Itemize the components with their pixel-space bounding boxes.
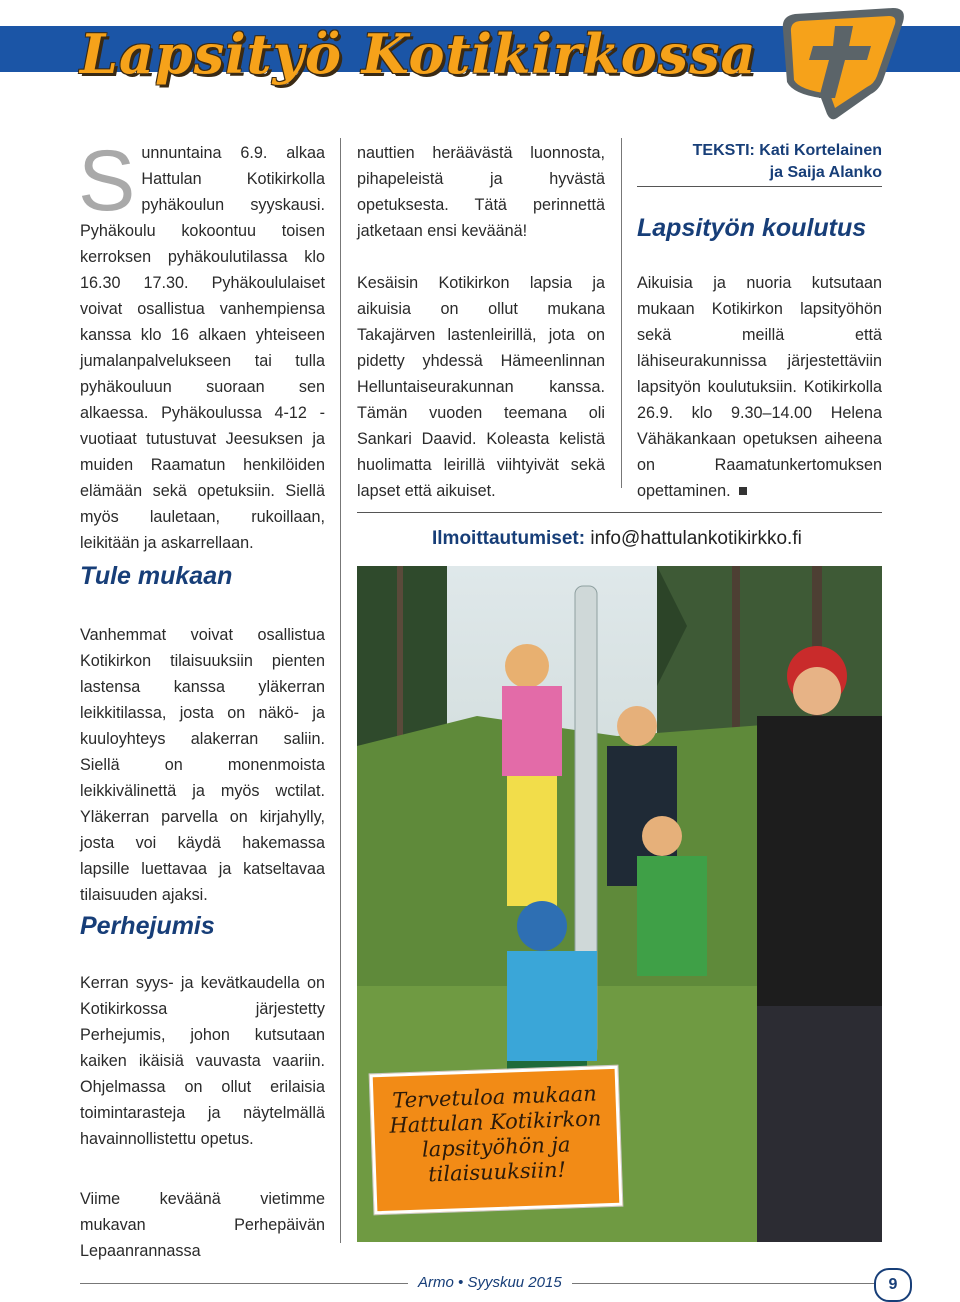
intro-paragraph: unnuntaina 6.9. alkaa Hattulan Kotikirkolla pyhäkoulun syyskausi. Pyhäkoulu kokoontuu toisen kerroksen pyhäkoulutilassa klo 16.30 17.30. Pyhäkoululaiset voivat osallistua vanhempiensa kanssa klo 16 alkaen yhteiseen jumalanpalvelukseen tai tulla pyhäkouluun suoraan sen alkaessa. Pyhäkoulussa 4-12 -vuotiaat tutustuvat Jeesuksen ja muiden Raamatun henkilöiden elämään sekä opetuksiin. Siellä myös lauletaan, rukoillaan, leikitään ja askarrellaan. [80, 144, 325, 552]
drop-cap: S [78, 133, 136, 229]
end-of-article-mark [739, 487, 747, 495]
tule-paragraph: Vanhemmat voivat osallistua Kotikirkon tilaisuuksiin pienten lastensa kanssa yläkerran leikkitilassa, josta on näkö- ja kuuloyhteys alakerran saliin. Siellä on monenmoista leikkivälinettä ja myös wctilat. Yläkerran parvella on kirjahylly, josta voi käydä hakemassa lapsille luettavaa ja katseltavaa tilaisuuden ajaksi. [80, 626, 325, 904]
column-2 [357, 140, 605, 504]
koulutus-paragraph: Aikuisia ja nuoria kutsutaan mukaan Kotikirkon lapsityöhön sekä meillä että lähiseurakunnissa järjestettäviin lapsityön koulutuksiin. Kotikirkolla 26.9. klo 9.30–14.00 Helena Vähäkankaan opetuksen aiheena on Raamatunkertomuksen opettaminen. [637, 274, 882, 500]
signup-label: Ilmoittautumiset: [432, 528, 586, 549]
column-1-intro [78, 133, 325, 556]
author-credit [637, 140, 882, 184]
footer-publication-name: Armo [418, 1274, 454, 1291]
column-divider-2 [621, 138, 622, 488]
perhepaiva-paragraph: Viime keväänä vietimme mukavan Perhepäivän Lepaanrannassa [80, 1190, 325, 1260]
page-title: Lapsityö Kotikirkossa [80, 22, 757, 86]
credit-line-2: ja Saija Alanko [769, 164, 882, 181]
callout-line-4: tilaisuuksiin! [427, 1157, 567, 1187]
heading-perhejumis: Perhejumis [80, 912, 215, 940]
camp-paragraph: Kesäisin Kotikirkon lapsia ja aikuisia on ollut mukana Takajärven lastenleirillä, jota on pidetty yhdessä Hämeenlinnan Helluntaiseurakunnan kanssa. Tämän vuoden teemana oli Sankari Daavid. Koleasta kelistä huolimatta leirillä viihtyivät sekä lapset että aikuiset. [357, 274, 605, 500]
church-logo-icon [775, 2, 910, 120]
column-1-tule [80, 622, 325, 908]
footer-publication [408, 1274, 572, 1291]
footer-bullet: • [458, 1274, 468, 1291]
continued-paragraph: nauttien heräävästä luonnosta, pihapeleistä ja hyvästä opetuksesta. Tätä perinnettä jatketaan ensi keväänä! [357, 144, 605, 240]
signup-email[interactable]: info@hattulankotikirkko.fi [590, 528, 802, 549]
signup-line [432, 528, 802, 550]
column-1-perhepaiva [80, 1186, 325, 1264]
column-1-perhejumis [80, 970, 325, 1152]
welcome-callout [370, 1066, 623, 1215]
column-3 [637, 140, 882, 184]
callout-line-1: Tervetuloa mukaan [391, 1081, 598, 1113]
callout-line-3: lapsityöhön ja [421, 1132, 571, 1162]
page-number: 9 [874, 1268, 912, 1302]
callout-line-2: Hattulan Kotikirkon [389, 1106, 602, 1138]
credit-line-1: TEKSTI: Kati Kortelainen [692, 142, 882, 159]
column-3-koulutus [637, 270, 882, 504]
credit-rule [637, 186, 882, 187]
footer-issue: Syyskuu 2015 [467, 1274, 562, 1291]
perhejumis-paragraph: Kerran syys- ja kevätkaudella on Kotikirkossa järjestetty Perhejumis, johon kutsutaan kaiken ikäisiä vauvasta vaariin. Ohjelmassa on ollut erilaisia toimintarasteja ja näytelmällä havainnollistettu opetus. [80, 974, 325, 1148]
heading-lapsityon-koulutus: Lapsityön koulutus [637, 214, 867, 242]
heading-tule-mukaan: Tule mukaan [80, 562, 233, 590]
column-divider-1 [340, 138, 341, 1243]
signup-rule [357, 512, 882, 513]
